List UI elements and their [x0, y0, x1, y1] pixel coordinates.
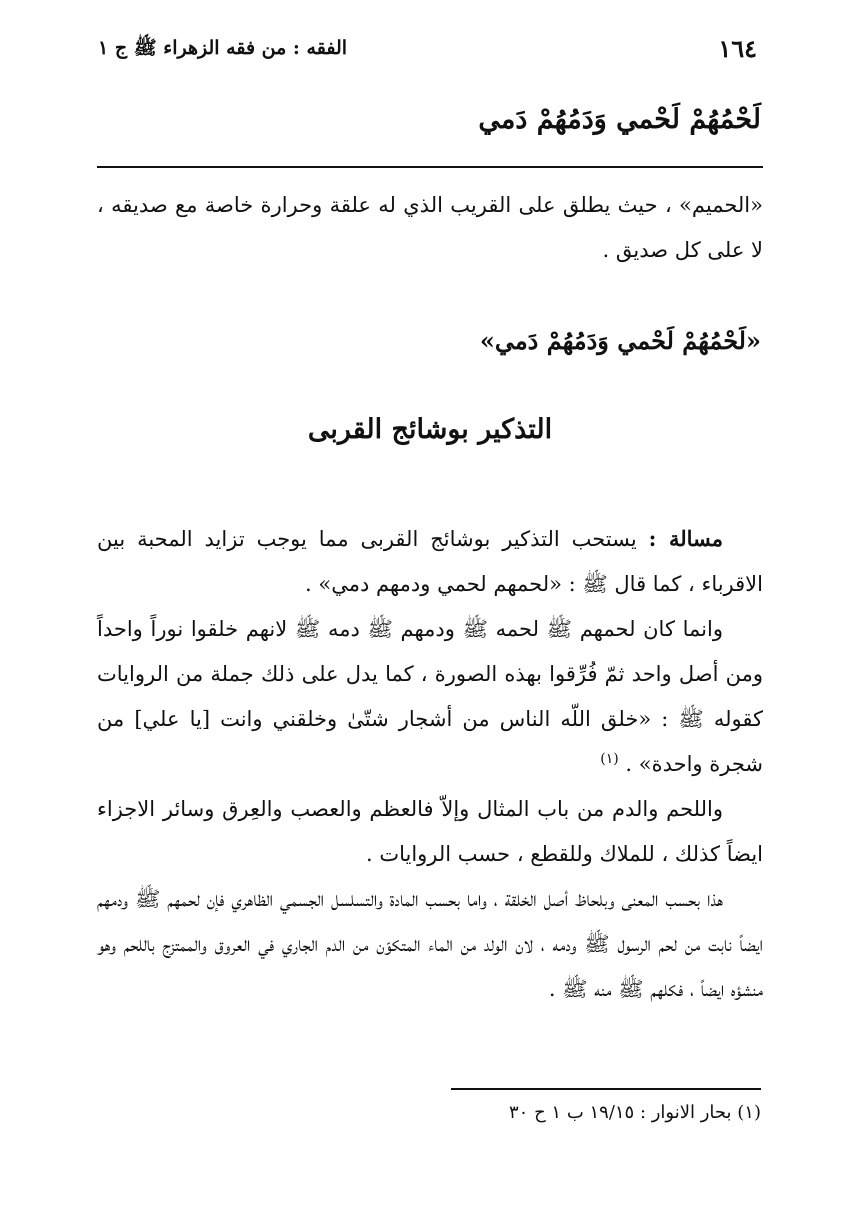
- head-verse: لَحْمُهُمْ لَحْمي وَدَمُهُمْ دَمي: [478, 104, 761, 135]
- issue-text: يستحب التذكير بوشائج القربى مما يوجب تزايد المحبة بين الاقرباء ، كما قال ﷺ : «لحمهم لحمي ودمهم دمي» .: [97, 527, 763, 596]
- verse-quote: «لَحْمُهُمْ لَحْمي وَدَمُهُمْ دَمي»: [479, 326, 761, 355]
- footnote-divider: [451, 1088, 761, 1090]
- header-divider: [97, 166, 763, 168]
- main-text: [97, 516, 763, 1012]
- paragraph-1: «الحميم» ، حيث يطلق على القريب الذي له علقة وحرارة خاصة مع صديقه ، لا على كل صديق .: [97, 193, 763, 262]
- paragraph-5: هذا بحسب المعنى وبلحاظ أصل الخلقة ، واما بحسب المادة والتسلسل الجسمي الظاهري فإن لحمهم ﷺ ودمهم ايضاً نابت من لحم الرسول ﷺ ودمه ، لان الولد من الماء المتكوّن من الدم الجاري في العروق والممتزج باللحم وهو منشؤه ايضاً ، فكلهم ﷺ منه ﷺ .: [97, 887, 763, 1001]
- paragraph-3-text: وانما كان لحمهم ﷺ لحمه ﷺ ودمهم ﷺ دمه ﷺ لانهم خلقوا نوراً واحداً ومن أصل واحد ثمّ فُرِّقوا بهذه الصورة ، كما يدل على ذلك جملة من الروايات كقوله ﷺ : «خلق اللّه الناس من أشجار شتّىٰ وخلقني وانت [يا علي] من شجرة واحدة» .: [97, 617, 763, 776]
- paragraph-3: [97, 607, 763, 787]
- running-title: الفقه : من فقه الزهراء ﷺ ج ١: [98, 37, 348, 59]
- issue-label: مسالة :: [648, 526, 723, 551]
- paragraph-4: واللحم والدم من باب المثال وإلاّ فالعظم والعصب والعِرق وسائر الاجزاء ايضاً كذلك ، للملاك وللقطع ، حسب الروايات .: [97, 797, 763, 866]
- section-heading: التذكير بوشائج القربى: [307, 414, 553, 445]
- footnote-ref[interactable]: (١): [600, 751, 619, 767]
- footnote: (١) بحار الانوار : ١٩/١٥ ب ١ ح ٣٠: [509, 1102, 761, 1123]
- issue-paragraph: [97, 516, 763, 607]
- page-number: ١٦٤: [718, 34, 757, 63]
